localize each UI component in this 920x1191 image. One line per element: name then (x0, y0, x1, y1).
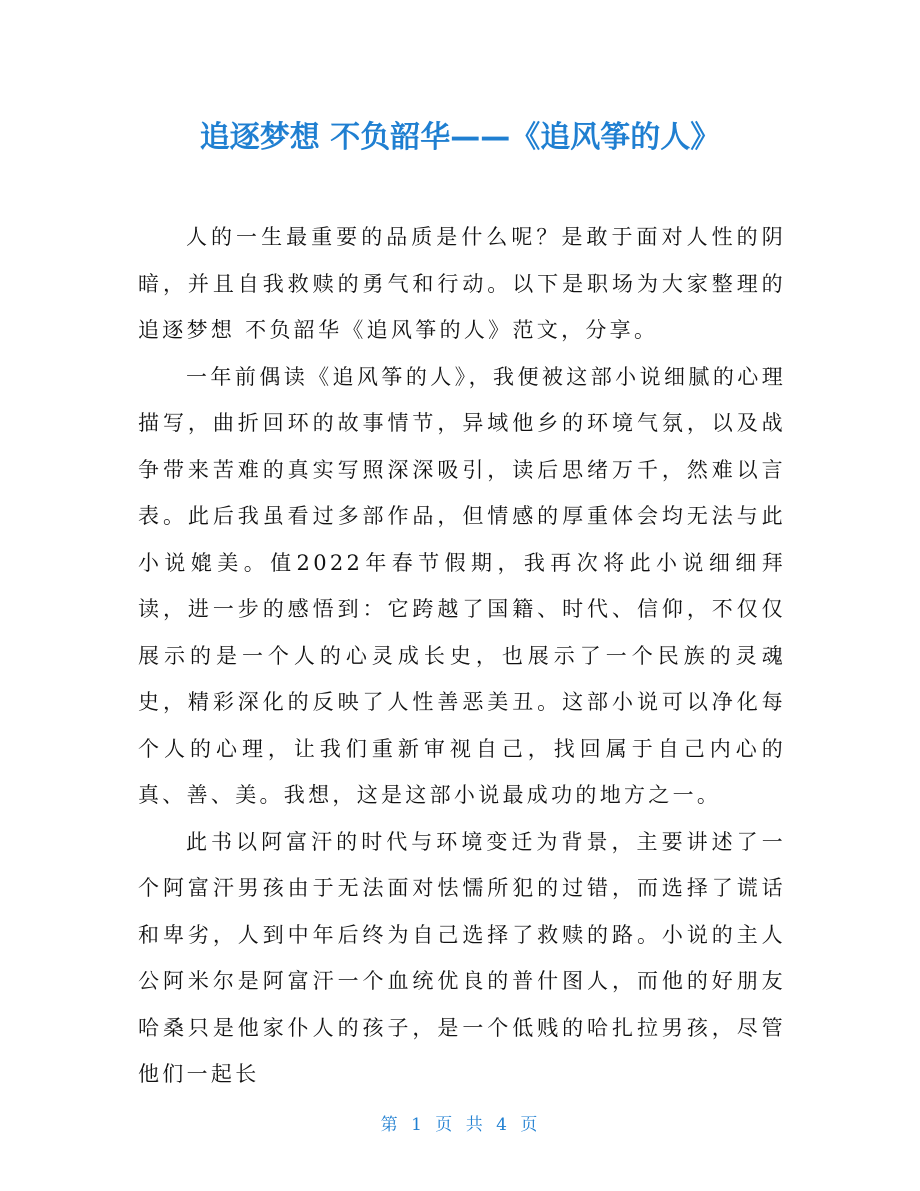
paragraph-story-summary: 此书以阿富汗的时代与环境变迁为背景，主要讲述了一个阿富汗男孩由于无法面对怯懦所犯的过错，而选择了谎话和卑劣，人到中年后终为自己选择了救赎的路。小说的主人公阿米尔是阿富汗一个血统优良的普什图人，而他的好朋友哈桑只是他家仆人的孩子，是一个低贱的哈扎拉男孩，尽管他们一起长 (138, 829, 786, 1086)
footer-prefix: 第 (380, 1115, 400, 1135)
footer-total-unit: 页 (520, 1115, 540, 1135)
footer-total-prefix: 共 (465, 1115, 485, 1135)
page-footer (0, 1113, 920, 1137)
document-body (138, 214, 786, 1098)
footer-page-unit: 页 (435, 1115, 455, 1135)
footer-total-pages: 4 (496, 1115, 509, 1135)
footer-page-number: 1 (411, 1115, 424, 1135)
paragraph-intro: 人的一生最重要的品质是什么呢？是敢于面对人性的阴暗，并且自我救赎的勇气和行动。以下是职场为大家整理的追逐梦想 不负韶华《追风筝的人》范文，分享。 (138, 225, 786, 342)
paragraph-reading-impression: 一年前偶读《追风筝的人》，我便被这部小说细腻的心理描写，曲折回环的故事情节，异域他乡的环境气氛，以及战争带来苦难的真实写照深深吸引，读后思绪万千，然难以言表。此后我虽看过多部作品，但情感的厚重体会均无法与此小说媲美。值2022年春节假期，我再次将此小说细细拜读，进一步的感悟到：它跨越了国籍、时代、信仰，不仅仅展示的是一个人的心灵成长史，也展示了一个民族的灵魂史，精彩深化的反映了人性善恶美丑。这部小说可以净化每个人的心理，让我们重新审视自己，找回属于自己内心的真、善、美。我想，这是这部小说最成功的地方之一。 (138, 364, 786, 807)
document-title: 追逐梦想 不负韶华——《追风筝的人》 (199, 120, 721, 155)
